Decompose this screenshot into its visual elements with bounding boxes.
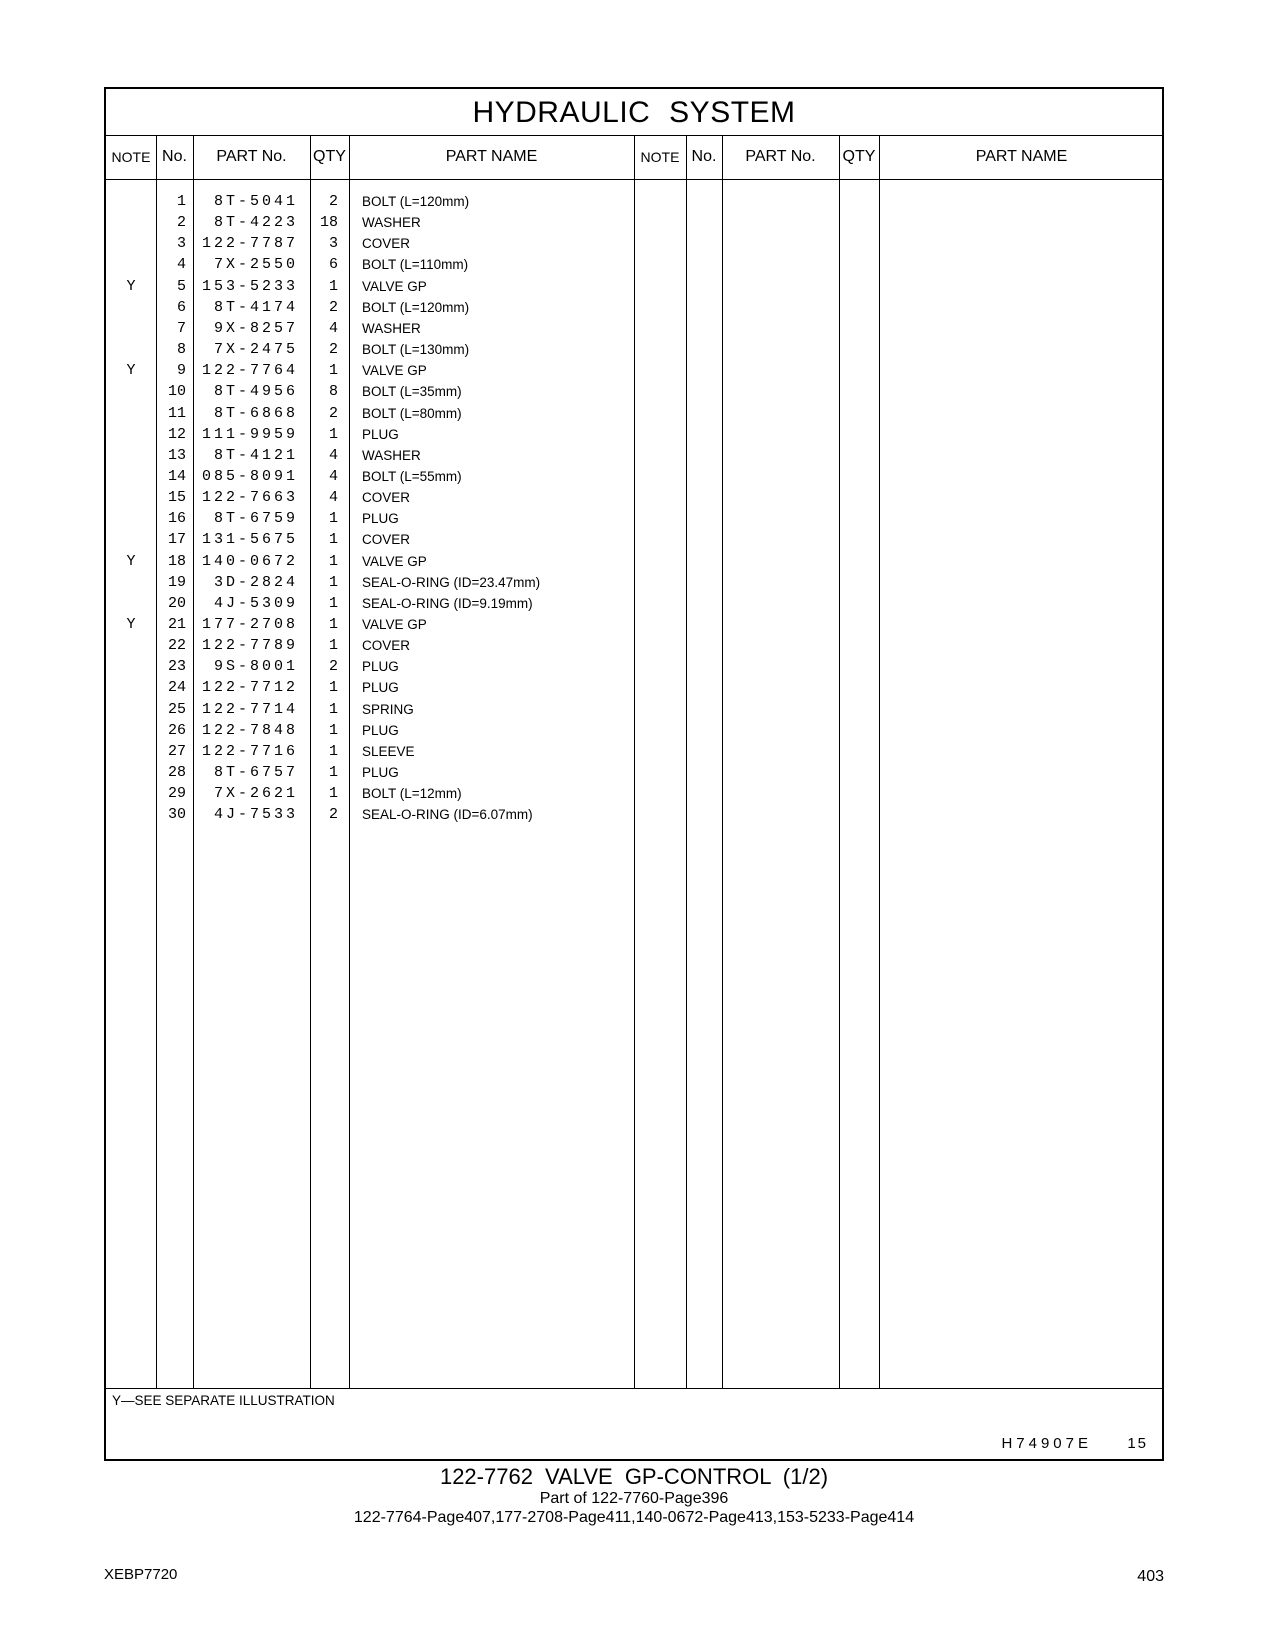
row-part-number: 122-7787 [201,235,298,253]
row-part-number: 122-7764 [201,362,298,380]
row-part-number: 8T-6868 [213,404,298,422]
row-part-name: VALVE GP [362,617,427,632]
row-part-name: BOLT (L=12mm) [362,786,462,802]
row-part-number: 122-7714 [201,700,298,718]
row-number: 14 [167,467,186,485]
row-part-name: COVER [362,490,411,506]
row-part-name: BOLT (L=80mm) [362,405,462,421]
row-number: 21 [167,616,186,633]
row-number: 5 [176,277,186,295]
caption-references: 122-7764-Page407,177-2708-Page411,140-0672-Page413,153-5233-Page414 [353,1509,915,1526]
row-part-number: 177-2708 [201,616,298,633]
row-quantity: 2 [328,658,338,676]
row-note: Y [126,552,136,570]
row-part-name: PLUG [362,680,399,696]
row-number: 17 [167,531,186,549]
row-note: Y [126,277,136,295]
row-part-name: WASHER [362,215,421,231]
row-part-number: 8T-4121 [213,446,298,464]
row-quantity: 4 [328,489,338,507]
table-row [106,762,638,784]
document-id: XEBP7720 [104,1566,178,1583]
table-row [106,445,638,467]
table-row [106,487,638,509]
row-quantity: 1 [328,616,338,633]
table-row [106,403,638,425]
row-part-name: SEAL-O-RING (ID=6.07mm) [362,807,533,823]
row-quantity: 2 [328,341,338,359]
table-row [106,741,638,763]
row-quantity: 1 [328,742,338,760]
table-row [106,424,638,446]
section-title: HYDRAULIC SYSTEM [106,89,1162,136]
row-part-number: 8T-6759 [213,510,298,528]
row-part-number: 4J-5309 [213,594,298,612]
header-no-right: No. [686,135,722,180]
row-quantity: 1 [328,552,338,570]
table-row [106,297,638,319]
row-quantity: 2 [328,298,338,316]
row-part-name: WASHER [362,447,421,463]
row-part-name: BOLT (L=120mm) [362,194,470,209]
header-note-right: NOTE [634,135,686,180]
row-number: 27 [167,742,186,760]
header-qty-left: QTY [310,135,349,180]
row-part-name: COVER [362,638,411,654]
table-row [106,339,638,361]
row-quantity: 2 [328,404,338,422]
row-part-number: 3D-2824 [213,573,298,591]
row-quantity: 1 [328,573,338,591]
page-number: 403 [1137,1568,1164,1585]
table-row [106,614,638,636]
row-number: 23 [167,658,186,676]
row-quantity: 2 [328,193,338,210]
row-part-number: 140-0672 [201,552,298,570]
row-quantity: 1 [328,594,338,612]
table-row [106,191,638,213]
row-quantity: 6 [328,256,338,274]
row-part-number: 4J-7533 [213,806,298,824]
table-row [106,635,638,657]
row-number: 10 [167,383,186,401]
row-part-number: 8T-6757 [213,764,298,782]
row-part-name: VALVE GP [362,278,427,294]
row-part-name: PLUG [362,722,399,738]
row-number: 22 [167,637,186,655]
row-part-name: SEAL-O-RING (ID=23.47mm) [362,574,541,590]
row-part-name: PLUG [362,765,399,781]
row-number: 20 [167,594,186,612]
caption-title: 122-7762 VALVE GP-CONTROL (1/2) [439,1464,829,1489]
table-row [106,466,638,488]
row-part-name: BOLT (L=120mm) [362,299,470,315]
row-quantity: 1 [328,721,338,739]
row-number: 6 [176,298,186,316]
row-number: 1 [176,193,186,210]
row-number: 28 [167,764,186,782]
row-part-name: VALVE GP [362,363,427,379]
table-row [106,254,638,276]
row-part-number: 7X-2475 [213,341,298,359]
row-part-number: 122-7789 [201,637,298,655]
row-note: Y [126,616,136,633]
row-part-name: COVER [362,532,411,548]
row-number: 8 [176,341,186,359]
row-part-number: 111-9959 [201,425,298,443]
sheet-number: 15 [1127,1435,1148,1452]
row-quantity: 1 [328,637,338,655]
row-quantity: 1 [328,679,338,697]
row-part-number: 131-5675 [201,531,298,549]
row-part-number: 122-7712 [201,679,298,697]
row-part-number: 8T-4956 [213,383,298,401]
row-quantity: 1 [328,425,338,443]
header-part-name-right: PART NAME [879,135,1164,180]
header-qty-right: QTY [839,135,879,180]
row-part-name: PLUG [362,659,399,675]
row-number: 9 [176,362,186,380]
row-part-number: 8T-4223 [213,214,298,232]
table-row [106,318,638,340]
table-row [106,551,638,573]
row-quantity: 4 [328,319,338,337]
footnote: Y—SEE SEPARATE ILLUSTRATION [112,1393,335,1408]
table-row [106,381,638,403]
row-part-name: SPRING [362,701,414,717]
table-row [106,720,638,742]
row-number: 3 [176,235,186,253]
footer-divider [106,1388,1162,1389]
row-number: 12 [167,425,186,443]
header-part-no-left: PART No. [193,135,310,180]
table-row [106,593,638,615]
row-number: 26 [167,721,186,739]
row-part-number: 122-7663 [201,489,298,507]
row-part-name: SEAL-O-RING (ID=9.19mm) [362,595,533,611]
header-part-no-right: PART No. [722,135,839,180]
table-row [106,276,638,298]
row-part-name: VALVE GP [362,553,427,569]
row-part-name: BOLT (L=130mm) [362,342,470,358]
table-row [106,529,638,551]
row-part-number: 7X-2550 [213,256,298,274]
row-quantity: 8 [328,383,338,401]
drawing-code: H74907E [1001,1435,1092,1452]
row-number: 24 [167,679,186,697]
column-divider [879,135,880,1388]
row-part-number: 8T-4174 [213,298,298,316]
row-quantity: 1 [328,700,338,718]
row-quantity: 1 [328,277,338,295]
row-number: 11 [167,404,186,422]
table-row [106,783,638,805]
row-part-name: SLEEVE [362,743,415,759]
row-number: 25 [167,700,186,718]
row-part-number: 7X-2621 [213,785,298,803]
table-row [106,699,638,721]
row-part-name: PLUG [362,511,399,527]
row-part-name: BOLT (L=110mm) [362,257,469,273]
parts-table-frame [104,87,1164,1461]
table-row [106,233,638,255]
header-note-left: NOTE [106,135,156,180]
column-divider [686,135,687,1388]
table-row [106,572,638,594]
row-part-number: 8T-5041 [213,193,298,210]
row-quantity: 1 [328,764,338,782]
row-number: 13 [167,446,186,464]
row-number: 18 [167,552,186,570]
row-number: 16 [167,510,186,528]
row-number: 29 [167,785,186,803]
row-quantity: 18 [319,214,338,232]
caption-parent: Part of 122-7760-Page396 [539,1490,729,1507]
row-part-number: 122-7848 [201,721,298,739]
column-divider [839,135,840,1388]
row-part-name: BOLT (L=35mm) [362,384,462,400]
row-part-number: 9S-8001 [213,658,298,676]
table-row [106,212,638,234]
row-part-number: 122-7716 [201,742,298,760]
row-number: 7 [176,319,186,337]
row-part-number: 085-8091 [201,467,298,485]
row-note: Y [126,362,136,380]
row-number: 30 [167,806,186,824]
row-quantity: 1 [328,510,338,528]
table-row [106,656,638,678]
row-part-name: PLUG [362,426,399,442]
row-quantity: 2 [328,806,338,824]
row-part-name: WASHER [362,320,421,336]
row-number: 4 [176,256,186,274]
column-divider [722,135,723,1388]
row-part-name: COVER [362,236,411,252]
table-row [106,804,638,826]
row-quantity: 3 [328,235,338,253]
row-number: 15 [167,489,186,507]
row-number: 2 [176,214,186,232]
header-no-left: No. [156,135,193,180]
row-part-number: 9X-8257 [213,319,298,337]
table-row [106,360,638,382]
table-row [106,677,638,699]
table-row [106,508,638,530]
row-quantity: 4 [328,467,338,485]
row-quantity: 1 [328,362,338,380]
row-quantity: 1 [328,531,338,549]
row-part-name: BOLT (L=55mm) [362,468,462,484]
row-quantity: 1 [328,785,338,803]
row-quantity: 4 [328,446,338,464]
header-part-name-left: PART NAME [349,135,634,180]
row-part-number: 153-5233 [201,277,298,295]
row-number: 19 [167,573,186,591]
